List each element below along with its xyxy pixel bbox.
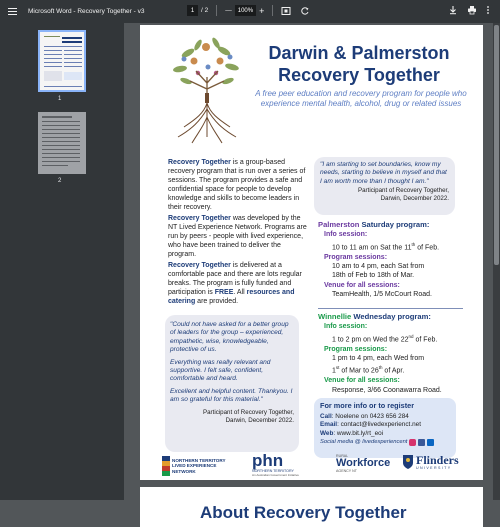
phn-logo: [252, 453, 299, 477]
venue-label: Venue for all sessions:: [324, 377, 400, 385]
logo-text: An Australian Government Initiative: [252, 473, 299, 477]
document-viewer[interactable]: [124, 23, 500, 522]
intro-paragraph: [168, 261, 310, 306]
pdf-page-2: [140, 487, 483, 527]
thumbnail-label: 2: [58, 178, 62, 184]
ntlen-logo: [162, 456, 226, 476]
flyer-title-line2: Recovery Together: [278, 65, 440, 85]
tree-illustration: [168, 37, 246, 149]
flinders-logo: [402, 454, 459, 470]
program-name: Recovery Together: [168, 159, 231, 166]
testimonial-text: "I am starting to set boundaries, know my needs, starting to believe in myself and that I am worth more than I thought I am.": [320, 161, 447, 185]
section-divider: [318, 308, 463, 309]
program-sessions-text: [332, 363, 468, 376]
logo-text: NORTHERN TERRITORY: [252, 469, 294, 473]
winnellie-program: [318, 312, 468, 395]
print-icon[interactable]: [467, 5, 477, 15]
menu-icon[interactable]: [6, 6, 18, 18]
contact-value: : Noelene on 0423 656 284: [331, 412, 409, 420]
winnellie-heading: [318, 312, 468, 321]
contact-value[interactable]: : contact@livedexperienct.net: [337, 421, 421, 429]
place-name: Palmerston: [318, 220, 360, 229]
info-session-label: Info session:: [324, 323, 368, 331]
program-sessions-label: Program sessions:: [324, 345, 388, 353]
page2-title: About Recovery Together: [200, 503, 407, 522]
attribution-line: Darwin, December 2022.: [380, 195, 449, 203]
page-number-input[interactable]: 1: [187, 5, 198, 16]
logo-text: AGENCY NT: [336, 469, 357, 473]
scrollbar-thumb[interactable]: [494, 25, 499, 265]
page-thumbnail-2[interactable]: [38, 112, 86, 174]
toolbar-divider: [216, 5, 217, 16]
testimonial-right: [314, 157, 455, 215]
heading-rest: Saturday program:: [359, 220, 430, 229]
contact-label: Call: [320, 412, 332, 420]
contact-social: [320, 438, 450, 447]
flinders-crest-icon: [402, 454, 414, 470]
contact-label: Web: [320, 429, 334, 437]
workforce-logo: [336, 454, 390, 473]
intro-text: [168, 158, 310, 308]
ordinal-suffix: th: [378, 365, 383, 371]
intro-text-span: is delivered at a comfortable pace and there are lots regular breaks. The program is fully funded and participation is: [168, 262, 302, 296]
logo-text: UNIVERSITY: [416, 466, 452, 470]
logo-text: Workforce: [336, 457, 391, 469]
document-title: Microsoft Word - Recovery Together - v3: [28, 8, 145, 15]
text-span: of Feb.: [413, 336, 438, 344]
testimonial-left: [165, 315, 299, 452]
contact-web: [320, 430, 450, 439]
contact-email: [320, 421, 450, 430]
venue-text: TeamHealth, 1/5 McCourt Road.: [332, 291, 432, 299]
facebook-icon[interactable]: [418, 439, 425, 446]
attribution-line: Darwin, December 2022.: [225, 416, 294, 424]
rotate-icon[interactable]: [300, 6, 310, 16]
zoom-in-button[interactable]: +: [259, 5, 265, 16]
contact-call: [320, 413, 450, 422]
thumbnail-label: 1: [58, 96, 62, 102]
flyer-tagline: A free peer education and recovery program for people who experience mental health, alcohol, drug or related issues: [255, 89, 467, 108]
ordinal-suffix: th: [411, 241, 416, 247]
contact-label: Email: [320, 421, 338, 429]
heading-rest: Wednesday program:: [351, 312, 431, 321]
attribution-line: Participant of Recovery Together,: [357, 187, 449, 195]
ordinal-suffix: nd: [408, 333, 414, 339]
pdf-toolbar: [0, 0, 500, 23]
intro-paragraph: [168, 214, 310, 259]
testimonial-text: "Could not have asked for a better group of leaders for the group – experienced, empathetic, wise, knowledgeable, protective of us.: [170, 321, 289, 354]
more-options-icon[interactable]: [486, 5, 490, 15]
testimonial-attribution: [320, 187, 449, 203]
page-controls: [187, 5, 310, 16]
intro-text-span: is a group-based recovery program that is run over a series of sessions. The program provides a safe and confidential space for people to develop knowledge and skills to become leaders in their recovery.: [168, 159, 306, 211]
page-total: / 2: [201, 7, 209, 14]
palmerston-heading: [318, 220, 468, 229]
linkedin-icon[interactable]: [427, 439, 434, 446]
ordinal-suffix: st: [335, 365, 340, 371]
toolbar-actions: [448, 5, 490, 15]
program-sessions-text: 10 am to 4 pm, each Sat from: [332, 262, 425, 270]
vertical-scrollbar[interactable]: [493, 23, 500, 500]
text-span: 1: [332, 367, 336, 375]
program-name: Recovery Together: [168, 262, 231, 269]
logo-text: NORTHERN TERRITORY: [172, 457, 226, 463]
attribution-line: Participant of Recovery Together,: [202, 408, 294, 416]
fit-page-icon[interactable]: [281, 6, 291, 16]
info-session-label: Info session:: [324, 231, 368, 239]
flyer-title: [244, 42, 474, 86]
program-sessions-text: 1 pm to 4 pm, each Wed from: [332, 354, 425, 362]
logo-text: Flinders: [416, 453, 459, 467]
zoom-out-button[interactable]: —: [225, 7, 232, 14]
logo-text: LIVED EXPERIENCE: [172, 463, 217, 469]
testimonial-text: Excellent and helpful content. Thankyou. I am so grateful for this material.": [170, 387, 293, 404]
free-emphasis: FREE: [214, 289, 234, 296]
zoom-level-input[interactable]: 100%: [235, 5, 256, 16]
testimonial-attribution: [170, 409, 294, 425]
logo-text: phn: [252, 451, 284, 470]
text-span: 10 to 11 am on Sat the 11: [332, 244, 412, 252]
flyer-title-line1: Darwin & Palmerston: [268, 43, 450, 63]
venue-text: Response, 3/66 Coonawarra Road.: [332, 386, 442, 394]
social-handle: Social media @ livedexperiencent: [320, 439, 408, 446]
page-thumbnail-1[interactable]: [38, 30, 86, 92]
contact-info-box: [314, 398, 456, 458]
text-span: of Mar to 26: [339, 367, 379, 375]
contact-value[interactable]: : www.bit.ly/rt_eoi: [333, 429, 384, 437]
info-session-text: [332, 332, 468, 345]
sponsor-logos: [140, 452, 483, 480]
palmerston-program: [318, 220, 468, 300]
program-name: Recovery Together: [168, 215, 231, 222]
resources-emphasis: resources and catering: [168, 289, 295, 305]
intro-text-span: was developed by the NT Lived Experience Network. Programs are run by peers - people with lived experience, who have been trained to deliver the program.: [168, 215, 307, 258]
logo-text: RURAL: [336, 454, 349, 458]
program-sessions-label: Program sessions:: [324, 253, 388, 261]
toolbar-divider: [272, 5, 273, 16]
intro-text-span: are provided.: [195, 298, 239, 305]
instagram-icon[interactable]: [409, 439, 416, 446]
intro-paragraph: [168, 158, 310, 212]
venue-label: Venue for all sessions:: [324, 281, 400, 289]
thumbnail-sidebar: [0, 23, 124, 500]
intro-text-span: . All: [233, 289, 247, 296]
testimonial-text: Everything was really relevant and supportive. I felt safe, confident, comfortable and heard.: [170, 358, 271, 383]
place-name: Winnellie: [318, 312, 352, 321]
program-sessions-text: 18th of Feb to 18th of Mar.: [332, 272, 415, 280]
contact-heading: For more info or to register: [320, 401, 415, 410]
logo-text: NETWORK: [172, 468, 196, 474]
text-span: of Apr.: [382, 367, 405, 375]
text-span: 1 to 2 pm on Wed the 22: [332, 336, 409, 344]
info-session-text: [332, 240, 468, 253]
text-span: of Feb.: [415, 244, 440, 252]
download-icon[interactable]: [448, 5, 458, 15]
pdf-page-1: [140, 25, 483, 480]
